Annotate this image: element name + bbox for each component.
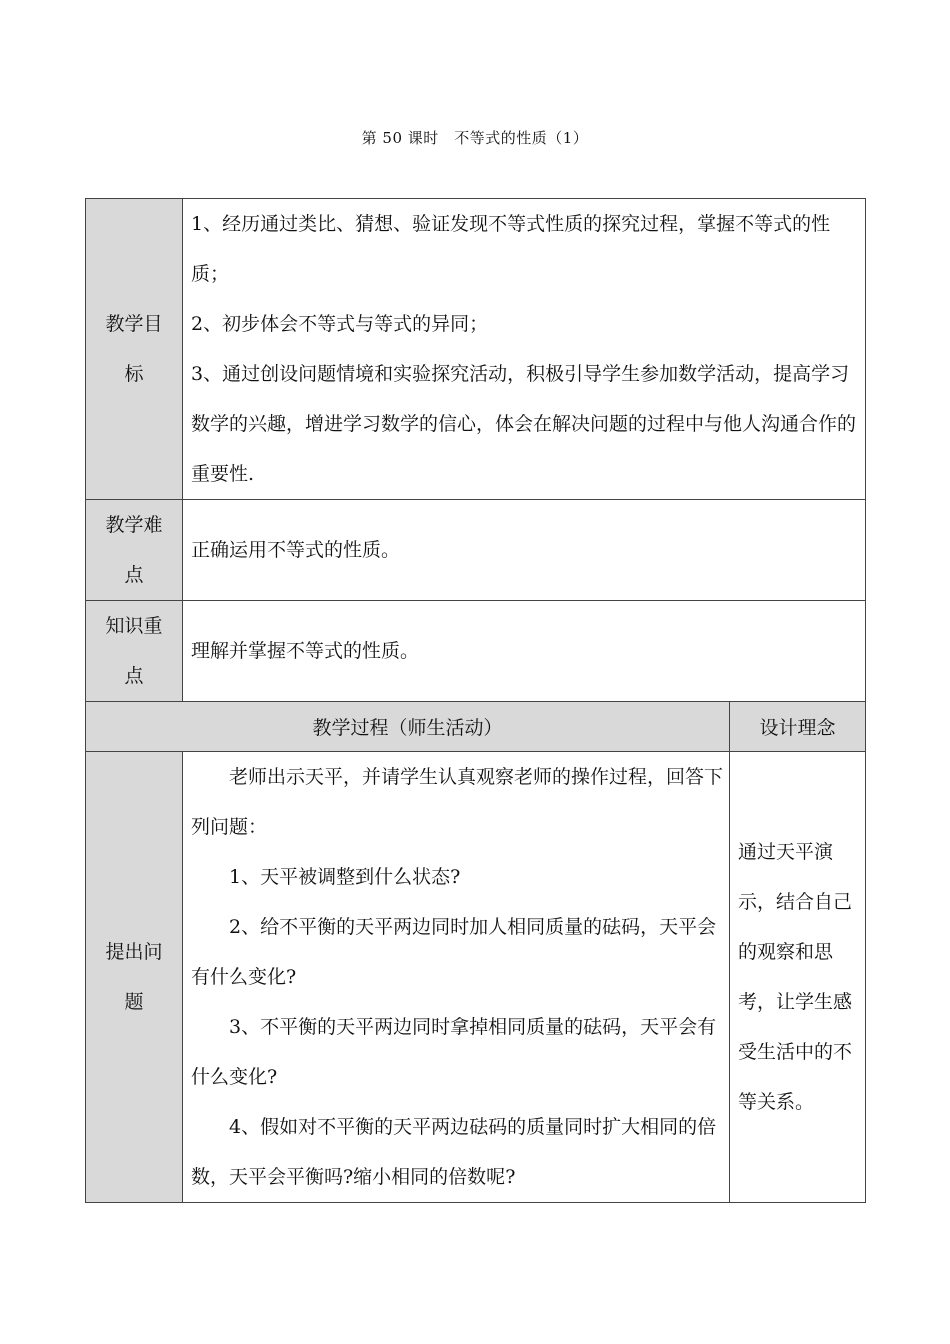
design-note: 通过天平演示，结合自己的观察和思考，让学生感受生活中的不等关系。 (730, 752, 866, 1203)
keypoint-label-cell (86, 601, 183, 702)
objective-item: 3、通过创设问题情境和实验探究活动，积极引导学生参加数学活动，提高学习数学的兴趣，增进学习数学的信心，体会在解决问题的过程中与他人沟通合作的重要性. (191, 363, 857, 485)
objective-item: 2、初步体会不等式与等式的异同； (191, 313, 489, 335)
objectives-content (183, 199, 866, 500)
lesson-title: 第 50 课时 不等式的性质（1） (361, 129, 589, 147)
objectives-row (86, 199, 866, 500)
difficulty-label-cell (86, 500, 183, 601)
raise-question-label-cell (86, 752, 183, 1203)
process-header-row (86, 702, 866, 752)
process-header: 教学过程（师生活动） (86, 702, 730, 752)
keypoint-row (86, 601, 866, 702)
difficulty-content: 正确运用不等式的性质。 (183, 500, 866, 601)
question-paragraph: 4、假如对不平衡的天平两边砝码的质量同时扩大相同的倍数，天平会平衡吗?缩小相同的倍数呢? (191, 1116, 717, 1188)
objectives-label: 教学目标 (105, 313, 163, 385)
raise-question-label: 提出问题 (105, 941, 163, 1013)
objectives-label-cell (86, 199, 183, 500)
keypoint-content: 理解并掌握不等式的性质。 (183, 601, 866, 702)
question-paragraph: 3、不平衡的天平两边同时拿掉相同质量的砝码，天平会有什么变化? (191, 1016, 717, 1088)
question-paragraph: 2、给不平衡的天平两边同时加人相同质量的砝码，天平会有什么变化? (191, 916, 717, 988)
question-paragraph: 1、天平被调整到什么状态? (229, 866, 461, 888)
keypoint-label: 知识重点 (105, 615, 163, 687)
difficulty-row (86, 500, 866, 601)
raise-question-content (183, 752, 730, 1203)
lesson-plan-table (85, 198, 866, 1203)
objective-item: 1、经历通过类比、猜想、验证发现不等式性质的探究过程，掌握不等式的性质； (191, 213, 831, 285)
raise-question-row (86, 752, 866, 1203)
question-paragraph: 老师出示天平，并请学生认真观察老师的操作过程，回答下列问题： (191, 766, 724, 838)
difficulty-label: 教学难点 (105, 514, 163, 586)
design-header: 设计理念 (730, 702, 866, 752)
